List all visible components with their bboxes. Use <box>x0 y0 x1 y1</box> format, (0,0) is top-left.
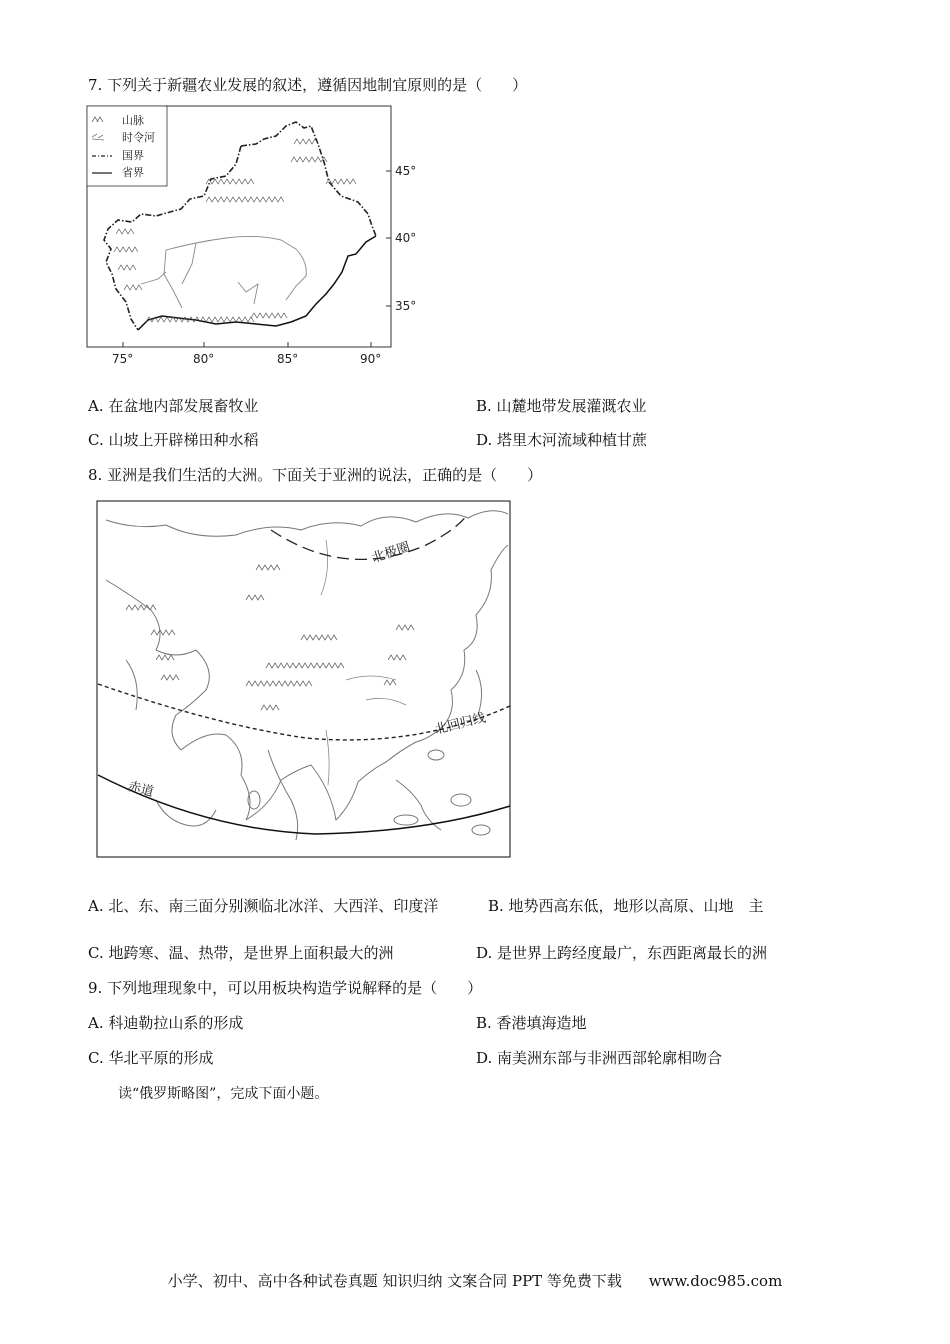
label-equator: 赤道 <box>126 779 156 801</box>
q9-option-b[interactable]: B. 香港填海造地 <box>476 1014 587 1032</box>
label-arctic-circle: 北极圈 <box>370 539 412 567</box>
xinjiang-map <box>86 104 417 372</box>
q7-option-b[interactable]: B. 山麓地带发展灌溉农业 <box>476 397 647 415</box>
q8-option-c[interactable]: C. 地跨寒、温、热带，是世界上面积最大的洲 <box>88 944 394 962</box>
province-border <box>138 236 376 330</box>
legend-label-river: 时令河 <box>122 131 155 144</box>
q9-stem: 9. 下列地理现象中，可以用板块构造学说解释的是（ ） <box>88 979 483 997</box>
q8-option-b[interactable]: B. 地势西高东低，地形以高原、山地 主 <box>488 897 764 915</box>
label-tropic-of-cancer: 北回归线 <box>433 710 488 738</box>
q8-stem: 8. 亚洲是我们生活的大洲。下面关于亚洲的说法，正确的是（ ） <box>88 466 543 484</box>
lat-label-35: 35° <box>395 299 417 313</box>
footer-text: 小学、初中、高中各种试卷真题 知识归纳 文案合同 PPT 等免费下载 <box>167 1272 622 1290</box>
q9-option-d[interactable]: D. 南美洲东部与非洲西部轮廓相吻合 <box>476 1049 723 1067</box>
q7-option-d[interactable]: D. 塔里木河流域种植甘蔗 <box>476 431 648 449</box>
asia-map <box>96 500 512 860</box>
lon-label-85: 85° <box>277 352 299 366</box>
legend-label-province: 省界 <box>122 166 144 179</box>
rivers <box>141 236 306 308</box>
footer-url-link[interactable]: www.doc985.com <box>648 1272 783 1290</box>
lon-label-90: 90° <box>360 352 382 366</box>
q9-option-c[interactable]: C. 华北平原的形成 <box>88 1049 214 1067</box>
reading-instruction: 读“俄罗斯略图”，完成下面小题。 <box>118 1086 329 1102</box>
q7-option-a[interactable]: A. 在盆地内部发展畜牧业 <box>88 397 259 415</box>
lat-label-45: 45° <box>395 164 417 178</box>
national-border-ne <box>241 122 376 236</box>
legend-label-mountain: 山脉 <box>122 114 144 127</box>
legend-label-border: 国界 <box>122 149 144 162</box>
lon-label-80: 80° <box>193 352 215 366</box>
q8-option-d[interactable]: D. 是世界上跨经度最广，东西距离最长的洲 <box>476 944 768 962</box>
lat-label-40: 40° <box>395 231 417 245</box>
lon-label-75: 75° <box>112 352 134 366</box>
q9-option-a[interactable]: A. 科迪勒拉山系的形成 <box>88 1014 244 1032</box>
q7-option-c[interactable]: C. 山坡上开辟梯田种水稻 <box>88 431 259 449</box>
q8-option-a[interactable]: A. 北、东、南三面分别濒临北冰洋、大西洋、印度洋 <box>88 897 439 915</box>
q7-stem: 7. 下列关于新疆农业发展的叙述，遵循因地制宜原则的是（ ） <box>88 76 528 94</box>
page-footer <box>0 1270 950 1291</box>
